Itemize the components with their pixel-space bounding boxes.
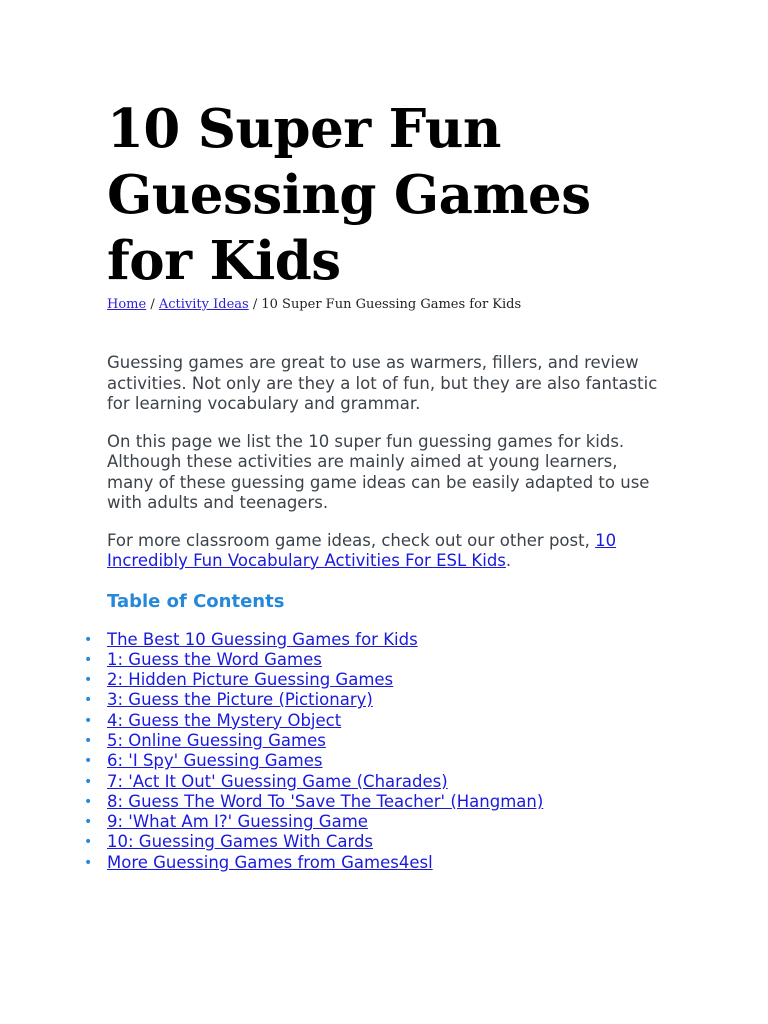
toc-link[interactable]: 3: Guess the Picture (Pictionary)	[107, 690, 373, 710]
bullet-icon: •	[84, 753, 93, 770]
toc-link[interactable]: 6: 'I Spy' Guessing Games	[107, 751, 323, 771]
vocabulary-activities-link[interactable]: 10 Incredibly Fun Vocabulary Activities For ESL Kids	[107, 530, 617, 570]
toc-item	[84, 791, 667, 812]
toc-link[interactable]: More Guessing Games from Games4esl	[107, 852, 433, 872]
toc-link[interactable]: The Best 10 Guessing Games for Kids	[107, 629, 418, 649]
article	[84, 96, 667, 873]
toc-item	[84, 771, 667, 792]
breadcrumb	[107, 296, 667, 314]
toc-link[interactable]: 4: Guess the Mystery Object	[107, 710, 342, 730]
bullet-icon: •	[84, 712, 93, 729]
toc-item	[84, 670, 667, 690]
article-body	[84, 353, 667, 873]
intro-paragraph-1: Guessing games are great to use as warmers, fillers, and review activities. Not only are they a lot of fun, but they are also fantastic for learning vocabulary and grammar.	[107, 353, 658, 413]
toc-item	[84, 852, 667, 873]
table-of-contents	[84, 629, 667, 874]
bullet-icon: •	[84, 814, 93, 831]
breadcrumb-activity-ideas-link[interactable]: Activity Ideas	[158, 297, 249, 312]
bullet-icon: •	[84, 793, 93, 810]
paragraph-3-prefix: For more classroom game ideas, check out our other post,	[107, 530, 596, 550]
breadcrumb-separator: /	[150, 297, 155, 312]
toc-link[interactable]: 5: Online Guessing Games	[107, 730, 326, 750]
toc-link[interactable]: 2: Hidden Picture Guessing Games	[107, 670, 394, 690]
breadcrumb-home-link[interactable]: Home	[107, 297, 147, 312]
breadcrumb-current: 10 Super Fun Guessing Games for Kids	[261, 297, 522, 312]
toc-link[interactable]: 8: Guess The Word To 'Save The Teacher' (Hangman)	[107, 791, 544, 811]
bullet-icon: •	[84, 651, 93, 668]
intro-paragraph-2: On this page we list the 10 super fun guessing games for kids. Although these activities are mainly aimed at young learners, many of these guessing game ideas can be easily adapted to use with adults and teenagers.	[107, 431, 650, 512]
page-title: 10 Super Fun Guessing Games for Kids	[107, 98, 591, 292]
intro-paragraph-3	[107, 531, 667, 572]
toc-item	[84, 649, 667, 670]
bullet-icon: •	[84, 672, 93, 689]
toc-heading: Table of Contents	[107, 590, 285, 612]
breadcrumb-separator: /	[252, 297, 258, 312]
bullet-icon: •	[84, 854, 93, 871]
toc-item	[84, 730, 667, 751]
bullet-icon: •	[84, 834, 93, 851]
bullet-icon: •	[84, 732, 93, 749]
toc-link[interactable]: 1: Guess the Word Games	[107, 649, 322, 669]
paragraph-3-suffix: .	[505, 551, 512, 570]
bullet-icon: •	[84, 692, 93, 709]
toc-link[interactable]: 10: Guessing Games With Cards	[107, 832, 374, 852]
toc-item	[84, 710, 667, 731]
toc-link[interactable]: 7: 'Act It Out' Guessing Game (Charades)	[107, 771, 448, 791]
bullet-icon: •	[84, 773, 93, 790]
toc-item	[84, 751, 667, 771]
toc-link[interactable]: 9: 'What Am I?' Guessing Game	[107, 812, 368, 832]
toc-item	[84, 690, 667, 710]
bullet-icon: •	[84, 631, 93, 648]
toc-item	[84, 832, 667, 852]
toc-item	[84, 812, 667, 832]
toc-item	[84, 629, 667, 650]
